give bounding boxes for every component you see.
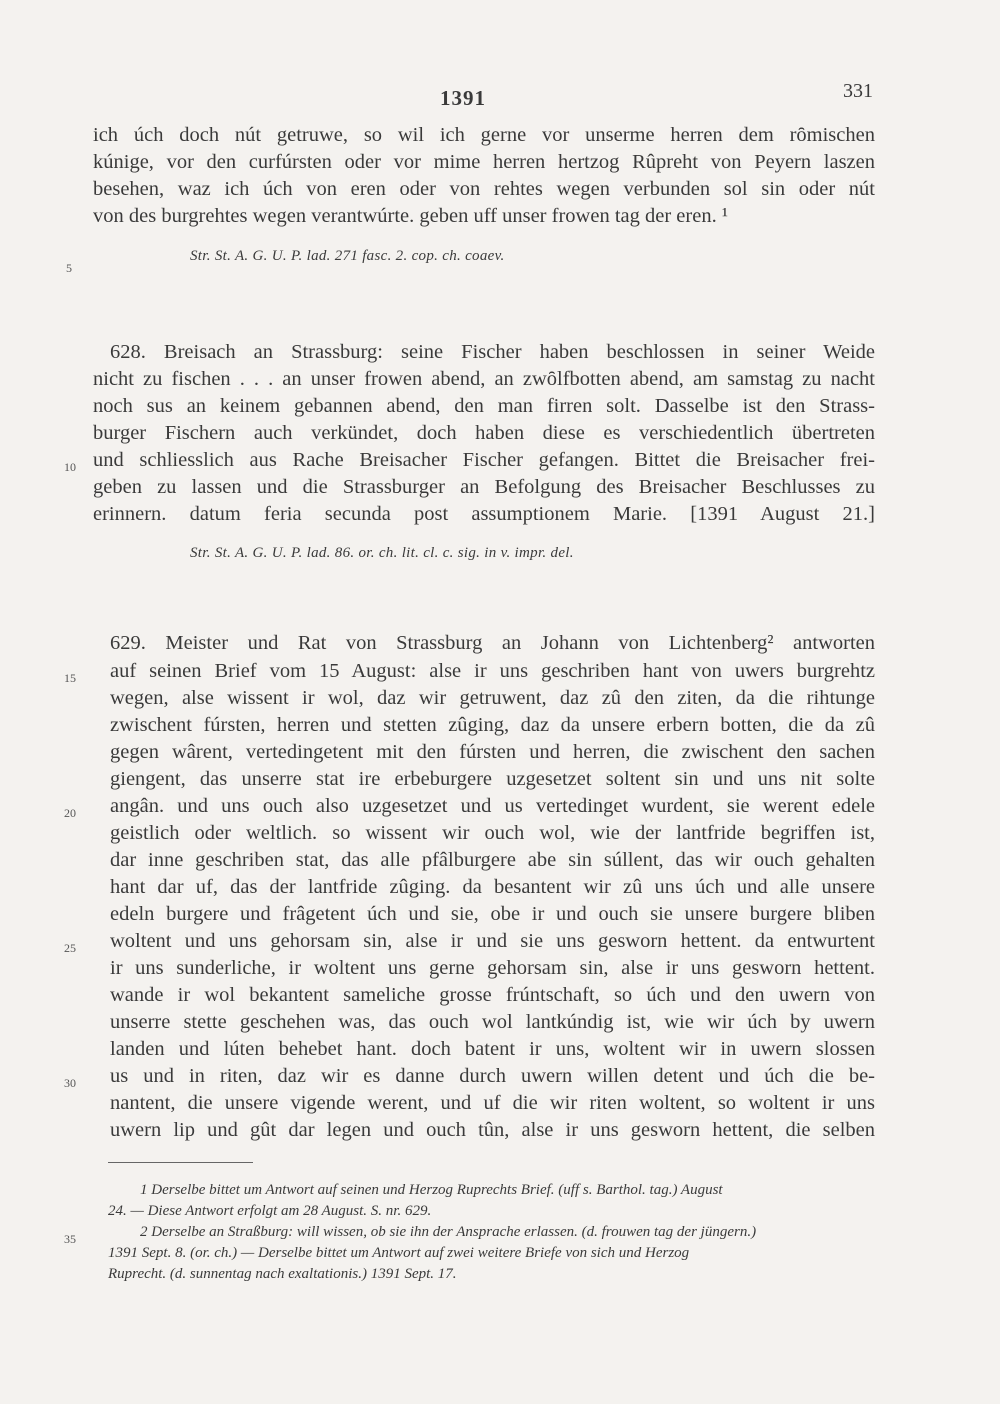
text-line: dar inne geschriben stat, das alle pfâlburgere abe sin súllent, das wir ouch gehalten [110, 849, 875, 871]
text-line: noch sus an keinem gebannen abend, den man firren solt. Dasselbe ist den Strass- [93, 395, 875, 417]
text-line: ich úch doch nút getruwe, so wil ich gerne vor unserme herren dem rȏmischen [93, 124, 875, 146]
margin-line-number: 15 [64, 671, 76, 685]
margin-line-number: 35 [64, 1232, 76, 1246]
text-line: landen und lúten behebet hant. doch batent ir uns, woltent wir in uwern slossen [110, 1038, 875, 1060]
text-line: geben zu lassen und die Strassburger an Befolgung des Breisacher Beschlusses zu [93, 476, 875, 498]
margin-line-number: 5 [66, 261, 72, 275]
text-line: nicht zu fischen . . . an unser frowen abend, an zwȏlfbotten abend, am samstag zu nacht [93, 368, 875, 390]
text-line: giengent, das unserre stat ire erbeburgere uzgesetzet soltent sin und uns nit solte [110, 768, 875, 790]
source-citation: Str. St. A. G. U. P. lad. 271 fasc. 2. cop. ch. coaev. [190, 248, 505, 264]
text-line: us und in riten, daz wir es danne durch uwern willen detent und úch die be- [110, 1065, 875, 1087]
footnote-2-continued: Ruprecht. (d. sunnentag nach exaltationis.) 1391 Sept. 17. [108, 1266, 457, 1282]
text-line: wegen, alse wissent ir wol, daz wir getruwent, daz zû den ziten, da die rihtunge [110, 687, 875, 709]
margin-line-number: 10 [64, 460, 76, 474]
text-line: unserre stette geschehen was, das ouch wol lantkúndig ist, wie wir úch by uwern [110, 1011, 875, 1033]
text-line: besehen, waz ich úch von eren oder von rehtes wegen verbunden sol sin oder nút [93, 178, 875, 200]
text-line: kúnige, vor den curfúrsten oder vor mime herren hertzog Rûpreht von Peyern laszen [93, 151, 875, 173]
text-line: geistlich oder weltlich. so wissent wir ouch wol, wie der lantfride begriffen ist, [110, 822, 875, 844]
document-heading-629: 629. Meister und Rat von Strassburg an Johann von Lichtenberg² antworten [110, 632, 875, 654]
text-line: zwischent fúrsten, herren und stetten zûging, daz da unsere erbern botten, die da zû [110, 714, 875, 736]
text-line: ir uns sunderliche, ir woltent uns gerne gehorsam sin, alse ir uns gesworn hettent. [110, 957, 875, 979]
page-number: 331 [843, 80, 873, 102]
text-line: angân. und uns ouch also uzgesetzet und us vertedinget wurdent, sie werent edele [110, 795, 875, 817]
text-line: wande ir wol bekantent sameliche grosse frúntschaft, so úch und den uwern von [110, 984, 875, 1006]
footnote-rule [108, 1162, 253, 1163]
text-line: von des burgrehtes wegen verantwúrte. geben uff unser frowen tag der eren. ¹ [93, 205, 728, 227]
text-line: und schliesslich aus Rache Breisacher Fischer gefangen. Bittet die Breisacher frei- [93, 449, 875, 471]
text-line: nantent, die unsere vigende werent, und uf die wir riten woltent, so woltent ir uns [110, 1092, 875, 1114]
footnote-2-continued: 1391 Sept. 8. (or. ch.) — Derselbe bittet um Antwort auf zwei weitere Briefe von sich und Herzog [108, 1245, 690, 1261]
text-line: erinnern. datum feria secunda post assumptionem Marie. [1391 August 21.] [93, 503, 875, 525]
text-line: woltent und uns gehorsam sin, alse ir und sie uns gesworn hettent. da entwurtent [110, 930, 875, 952]
margin-line-number: 20 [64, 806, 76, 820]
source-citation: Str. St. A. G. U. P. lad. 86. or. ch. lit. cl. c. sig. in v. impr. del. [190, 545, 574, 561]
document-heading-628: 628. Breisach an Strassburg: seine Fischer haben beschlossen in seiner Weide [110, 341, 875, 363]
footnote-1: 1 Derselbe bittet um Antwort auf seinen und Herzog Ruprechts Brief. (uff s. Barthol. tag.) August [140, 1182, 723, 1198]
page-header [0, 80, 1000, 116]
text-line: burger Fischern auch verkündet, doch haben diese es verschiedentlich übertreten [93, 422, 875, 444]
footnote-2: 2 Derselbe an Straßburg: will wissen, ob sie ihn der Ansprache erlassen. (d. frouwen tag der jüngern.) [140, 1224, 757, 1240]
text-line: gegen wârent, vertedingetent mit den fúrsten und herren, die zwischent den sachen [110, 741, 875, 763]
text-line: hant dar uf, das der lantfride zûging. da besantent wir zû uns úch und alle unsere [110, 876, 875, 898]
running-head-year: 1391 [440, 86, 486, 110]
text-line: auf seinen Brief vom 15 August: alse ir uns geschriben hant von uwers burgrehtz [110, 660, 875, 682]
margin-line-number: 30 [64, 1076, 76, 1090]
margin-line-number: 25 [64, 941, 76, 955]
footnote-1-continued: 24. — Diese Antwort erfolgt am 28 August. S. nr. 629. [108, 1203, 432, 1219]
text-line: uwern lip und gût dar legen und ouch tûn, alse ir uns gesworn hettent, die selben [110, 1119, 875, 1141]
text-line: edeln burgere und frâgetent úch und sie, obe ir und ouch sie unsere burgere bliben [110, 903, 875, 925]
